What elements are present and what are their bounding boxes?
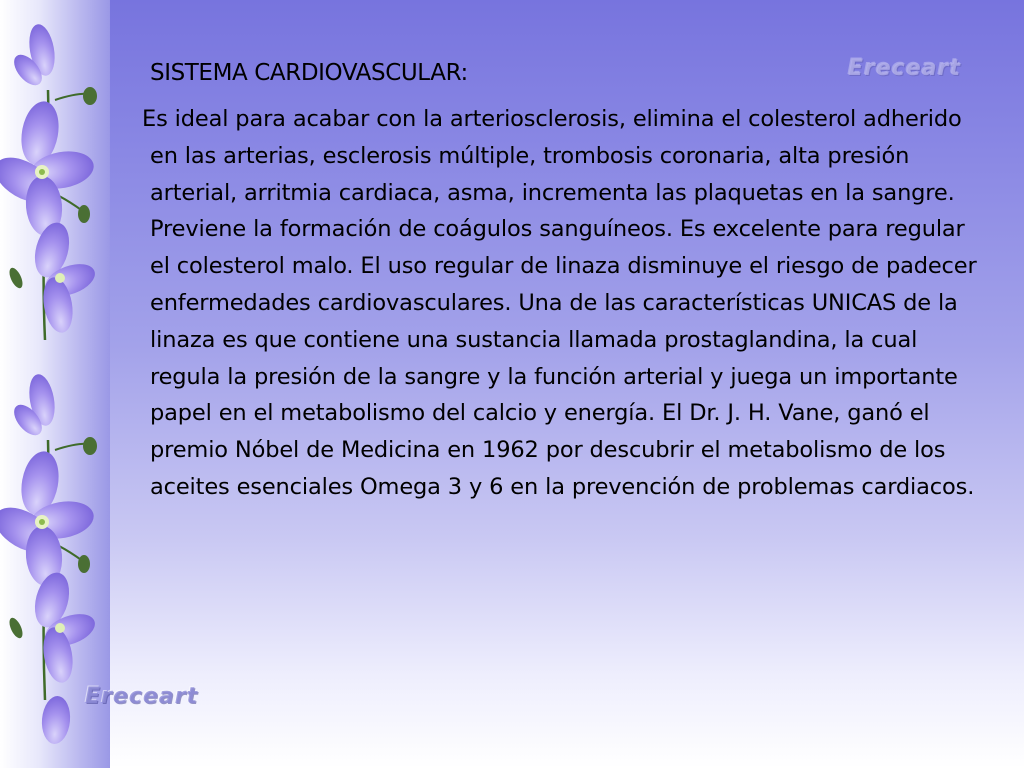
- upper-flower-group: [0, 22, 99, 340]
- flax-flowers-icon: [0, 0, 110, 768]
- flower-decoration-strip: [0, 0, 110, 768]
- watermark-bottom: Ereceart: [85, 684, 198, 709]
- watermark-top: Ereceart: [848, 56, 961, 81]
- slide-body-text: Es ideal para acabar con la arteriosclerosis, elimina el colesterol adherido en las arterias, esclerosis múltiple, trombosis coronaria, alta presión arterial, arritmia cardiaca, asma, incrementa las plaquetas en la sangre. Previene la formación de coágulos sanguíneos. Es excelente para regular el colesterol malo. El uso regular de linaza disminuye el riesgo de padecer enfermedades cardiovasculares. Una de las características UNICAS de la linaza es que contiene una sustancia llamada prostaglandina, la cual regula la presión de la sangre y la función arterial y juega un importante papel en el metabolismo del calcio y energía. El Dr. J. H. Vane, ganó el premio Nóbel de Medicina en 1962 por descubrir el metabolismo de los aceites esenciales Omega 3 y 6 en la prevención de problemas cardiacos.: [142, 106, 977, 500]
- slide-title: SISTEMA CARDIOVASCULAR:: [150, 60, 468, 86]
